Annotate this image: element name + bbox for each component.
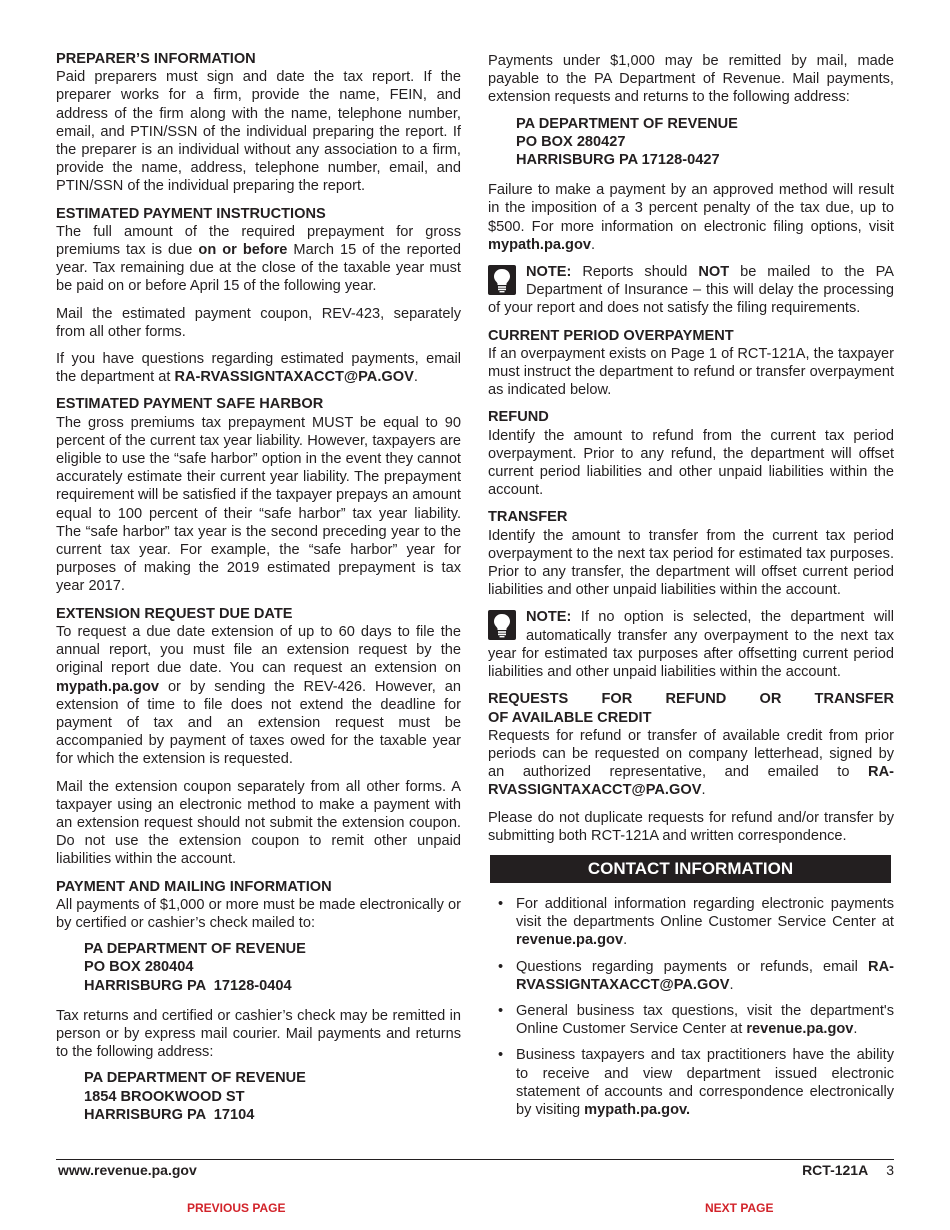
- text-span: .: [701, 782, 706, 799]
- penalty-text: [488, 181, 894, 254]
- bullet-icon: •: [498, 1047, 504, 1064]
- address-line: PA DEPARTMENT OF REVENUE: [84, 941, 306, 958]
- text-span: Questions regarding payments or refunds, email: [516, 958, 869, 975]
- footer-form-info: [802, 1162, 894, 1178]
- mypath-link[interactable]: mypath.pa.gov: [488, 236, 591, 253]
- express-mail-text: Tax returns and certified or cashier’s check may be remitted in person or by express mail courier. Mail payments and returns to the following address:: [56, 1007, 461, 1061]
- next-page-link[interactable]: NEXT PAGE: [705, 1201, 774, 1215]
- email-link[interactable]: RA-RVASSIGNTAXACCT@PA.GOV: [174, 369, 414, 386]
- requests-text: [488, 727, 894, 800]
- duplicate-requests-text: Please do not duplicate requests for refund and/or transfer by submitting both RCT-121A and written correspondence.: [488, 809, 894, 844]
- extension-heading: EXTENSION REQUEST DUE DATE: [56, 605, 293, 622]
- address-line: 1854 BROOKWOOD ST: [84, 1088, 245, 1105]
- footer-divider: [56, 1159, 894, 1160]
- bullet-icon: •: [498, 1002, 504, 1019]
- address-line: PA DEPARTMENT OF REVENUE: [84, 1070, 306, 1087]
- requests-heading-line-1: REQUESTS FOR REFUND OR TRANSFER: [488, 691, 894, 708]
- emphasis-text: NOT: [698, 264, 730, 281]
- revenue-link[interactable]: revenue.pa.gov: [516, 932, 624, 949]
- text-span: or by sending the REV-426. However, an extension of time to file does not extend the deadline for payment of tax and an extension request must be accompanied by payment of taxes owed for the taxable year for which the extension is requested.: [56, 678, 461, 768]
- text-span: For additional information regarding electronic payments visit the departments Online Customer Service Center at: [516, 895, 894, 931]
- estimated-questions-text: [56, 350, 461, 386]
- lightbulb-icon: [488, 265, 516, 295]
- address-line: PO BOX 280404: [84, 959, 194, 976]
- payment-mailing-heading: PAYMENT AND MAILING INFORMATION: [56, 878, 332, 895]
- previous-page-link[interactable]: PREVIOUS PAGE: [187, 1201, 286, 1215]
- transfer-text: Identify the amount to transfer from the current tax period overpayment to the next tax period for estimated tax purposes. Prior to any transfer, the department will offset current period liabilities and other unpaid liabilities within the account.: [488, 527, 894, 599]
- text-span: The full amount of the required prepayment for gross premiums tax is due: [56, 223, 461, 259]
- text-span: .: [853, 1021, 858, 1038]
- requests-heading-line-2: OF AVAILABLE CREDIT: [488, 709, 652, 726]
- mypath-link[interactable]: mypath.pa.gov: [56, 678, 159, 695]
- payment-mailing-text: All payments of $1,000 or more must be made electronically or by certified or cashier’s check mailed to:: [56, 896, 461, 931]
- note-insurance: [488, 263, 894, 318]
- text-span: .: [729, 976, 734, 993]
- list-item: [488, 958, 894, 994]
- note-label: NOTE:: [526, 609, 572, 626]
- text-span: General business tax questions, visit the department's Online Customer Service Center at: [516, 1002, 894, 1038]
- bullet-icon: •: [498, 895, 504, 912]
- preparer-text: Paid preparers must sign and date the tax report. If the preparer works for a firm, provide the name, FEIN, and address of the firm along with the name, telephone number, email, and PTIN/SSN of the individual preparing the report. If the preparer is an individual without any association to a firm, provide the name, address, telephone number, email, and PTIN/SSN of the individual preparing the report.: [56, 69, 461, 195]
- contact-information-banner: CONTACT INFORMATION: [490, 855, 891, 883]
- address-line: HARRISBURG PA 17104: [84, 1106, 255, 1123]
- address-line: PO BOX 280427: [516, 133, 626, 150]
- estimated-payment-text: [56, 223, 461, 296]
- email-link[interactable]: RA-RVASSIGNTAXACCT@PA.GOV: [488, 764, 894, 799]
- mailing-address-3: [488, 115, 894, 170]
- text-span: .: [623, 932, 628, 949]
- extension-coupon-text: Mail the extension coupon separately from all other forms. A taxpayer using an electronic method to make a payment with an extension request should not submit the extension coupon. Do not use the extension coupon to remit other unpaid liabilities within the account.: [56, 778, 461, 868]
- refund-heading: REFUND: [488, 409, 549, 426]
- address-line: HARRISBURG PA 17128-0427: [516, 152, 720, 169]
- text-span: March 15 of the reported year. Tax remaining due at the close of the taxable year must be paid on or before April 15 of the following year.: [56, 242, 461, 295]
- form-id: RCT-121A: [802, 1162, 869, 1178]
- text-span: If no option is selected, the department will automatically transfer any overpayment to the next tax year for estimated tax purposes after offsetting current period liabilities and other unpaid liabilities within the account.: [488, 609, 894, 681]
- mypath-link[interactable]: mypath.pa.gov.: [584, 1101, 691, 1118]
- page-number: 3: [886, 1162, 894, 1178]
- text-span: .: [413, 369, 418, 386]
- extension-text: [56, 623, 461, 769]
- footer-website[interactable]: www.revenue.pa.gov: [58, 1162, 197, 1178]
- payments-under-text: Payments under $1,000 may be remitted by mail, made payable to the PA Department of Revenue. Mail payments, extension requests and returns to the following address:: [488, 53, 894, 106]
- estimated-coupon-text: Mail the estimated payment coupon, REV-423, separately from all other forms.: [56, 305, 461, 340]
- note-auto-transfer: [488, 608, 894, 681]
- estimated-payment-heading: ESTIMATED PAYMENT INSTRUCTIONS: [56, 205, 326, 222]
- list-item: [488, 1002, 894, 1038]
- transfer-heading: TRANSFER: [488, 509, 568, 526]
- emphasis-text: on or before: [198, 242, 288, 259]
- revenue-link[interactable]: revenue.pa.gov: [746, 1021, 854, 1038]
- note-label: NOTE:: [526, 264, 572, 281]
- list-item: [488, 1046, 894, 1119]
- mailing-address-1: [56, 940, 461, 995]
- text-span: Business taxpayers and tax practitioners have the ability to receive and view department issued electronic statement of accounts and correspondence electronically by visiting: [516, 1047, 894, 1118]
- left-column: [56, 50, 461, 1136]
- address-line: HARRISBURG PA 17128-0404: [84, 977, 292, 994]
- preparer-heading: PREPARER’S INFORMATION: [56, 51, 256, 67]
- refund-text: Identify the amount to refund from the current tax period overpayment. Prior to any refund, the department will offset current period liabilities and other unpaid liabilities within the account.: [488, 427, 894, 499]
- right-column: [488, 52, 894, 1127]
- text-span: be mailed to the PA Department of Insurance – this will delay the processing of your report and does not satisfy the filing requirements.: [488, 264, 894, 317]
- text-span: Requests for refund or transfer of available credit from prior periods can be requested on company letterhead, signed by an authorized representative, and emailed to: [488, 727, 894, 781]
- overpayment-heading: CURRENT PERIOD OVERPAYMENT: [488, 327, 734, 344]
- mailing-address-2: [56, 1069, 461, 1124]
- text-span: Reports should: [571, 264, 699, 281]
- text-span: .: [590, 236, 596, 253]
- address-line: PA DEPARTMENT OF REVENUE: [516, 115, 738, 132]
- overpayment-text: If an overpayment exists on Page 1 of RCT-121A, the taxpayer must instruct the department to refund or transfer overpayment as indicated below.: [488, 345, 894, 399]
- list-item: [488, 895, 894, 950]
- text-span: If you have questions regarding estimated payments, email the department at: [56, 351, 461, 386]
- email-link[interactable]: RA-RVASSIGNTAXACCT@PA.GOV: [516, 958, 894, 993]
- safe-harbor-text: The gross premiums tax prepayment MUST be equal to 90 percent of the current tax year liability. However, taxpayers are eligible to use the “safe harbor” option in the event they cannot accurately estimate their current year liability. The prepayment requirement will be satisfied if the taxpayer prepays an amount equal to 100 percent of their “safe harbor” tax year liability. The “safe harbor” tax year is the second preceding year to the current tax year. For example, the “safe harbor” year for purposes of making the 2019 estimated prepayment is tax year 2017.: [56, 414, 461, 595]
- text-span: To request a due date extension of up to 60 days to file the annual report, you must file an extension request by the original report due date. You can request an extension on: [56, 623, 461, 677]
- lightbulb-icon: [488, 610, 516, 640]
- text-span: Failure to make a payment by an approved method will result in the imposition of a 3 percent penalty of the tax due, up to $500. For more information on electronic filing options, visit: [488, 182, 894, 235]
- contact-list: [488, 895, 894, 1119]
- bullet-icon: •: [498, 958, 504, 975]
- safe-harbor-heading: ESTIMATED PAYMENT SAFE HARBOR: [56, 396, 324, 413]
